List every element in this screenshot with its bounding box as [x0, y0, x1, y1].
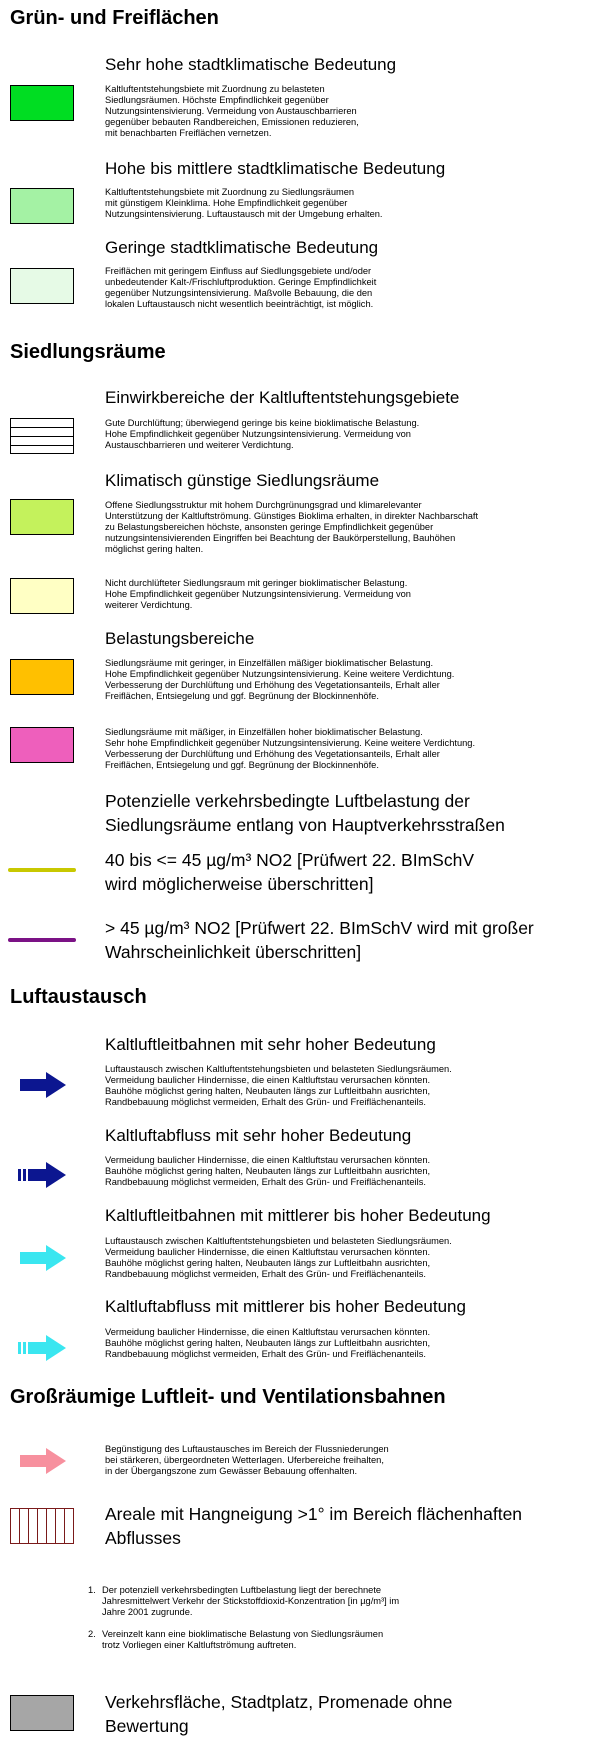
dashed-arrow-icon-dark-blue	[18, 1162, 66, 1188]
traffic-item1-line1: 40 bis <= 45 µg/m³ NO2 [Prüfwert 22. BImSchV	[105, 850, 474, 870]
legend-description: Nicht durchlüfteter Siedlungsraum mit geringer bioklimatischer Belastung. Hohe Empfindlichkeit gegenüber Nutzungsintensivierung. Vermeidung von weiterer Verdichtung.	[105, 578, 411, 610]
section-heading-luft: Luftaustausch	[10, 986, 147, 1008]
slope-title-line1: Areale mit Hangneigung >1° im Bereich flächenhaften	[105, 1504, 523, 1524]
traffic-line-yellow	[8, 868, 76, 872]
swatch-high-medium-importance	[10, 188, 74, 224]
legend-title: Einwirkbereiche der Kaltluftentstehungsgebiete	[105, 388, 460, 407]
swatch-stress-low	[10, 659, 74, 695]
legend-description: Begünstigung des Luftaustausches im Bereich der Flussniederungen bei stärkeren, übergeordneten Wetterlagen. Uferbereiche freihalten, in der Übergangszone zum Gewässer Bebauung offenhalten.	[105, 1444, 389, 1476]
legend-description: Gute Durchlüftung; überwiegend geringe bis keine bioklimatische Belastung. Hohe Empfindlichkeit gegenüber Nutzungsintensivierung. Vermeidung von Austauschbarrieren und weiterer Verdichtung.	[105, 418, 420, 450]
legend-title: Klimatisch günstige Siedlungsräume	[105, 471, 380, 490]
section-heading-gross: Großräumige Luftleit- und Ventilationsbahnen	[10, 1386, 446, 1408]
legend-title: Sehr hohe stadtklimatische Bedeutung	[105, 55, 397, 74]
footnote-text: Vereinzelt kann eine bioklimatische Belastung von Siedlungsräumen trotz Vorliegen einer Kaltluftströmung auftreten.	[102, 1629, 384, 1650]
traffic-heading-line2: Siedlungsräume entlang von Hauptverkehrsstraßen	[105, 815, 505, 835]
legend-title: Geringe stadtklimatische Bedeutung	[105, 238, 379, 257]
footnote-text: Der potenziell verkehrsbedingten Luftbelastung liegt der berechnete Jahresmittelwert Verkehr der Stickstoffdioxid-Konzentration [in µg/m³] im Jahre 2001 zugrunde.	[102, 1585, 400, 1617]
traffic-heading-line1: Potenzielle verkehrsbedingte Luftbelastung der	[105, 791, 470, 811]
arrow-icon-dark-blue	[20, 1072, 66, 1098]
legend-description: Vermeidung baulicher Hindernisse, die einen Kaltluftstau verursachen könnten. Bauhöhe möglichst gering halten, Neubauten längs zur Luftleitbahn ausrichten, Randbebauung möglichst vermeiden, Erhalt des Grün- und Freiflächenanteils.	[105, 1155, 431, 1187]
hatched-swatch-horizontal-lines	[10, 418, 74, 454]
legend-title: Kaltluftabfluss mit sehr hoher Bedeutung	[105, 1126, 412, 1145]
legend-description: Kaltluftentstehungsbiete mit Zuordnung zu Siedlungsräumen mit günstigem Kleinklima. Hohe Empfindlichkeit gegenüber Nutzungsintensivierung. Luftaustausch mit der Umgebung erhalten.	[105, 187, 383, 219]
legend-title: Belastungsbereiche	[105, 629, 255, 648]
legend-description: Offene Siedlungsstruktur mit hohem Durchgrünungsgrad und klimarelevanter Unterstützung der Kaltluftströmung. Günstiges Bioklima erhalten, in direkter Nachbarschaft zu Belastungsbereichen höchste, ansonsten geringe Empfindlichkeit gegenüber nutzungsintensivierenden Eingriffen bei Beachtung der Baukörperstellung, Bauhöhen möglichst gering halten.	[105, 500, 479, 554]
section-heading-gruen: Grün- und Freiflächen	[10, 7, 219, 29]
footnote	[88, 1629, 399, 1651]
legend-description: Vermeidung baulicher Hindernisse, die einen Kaltluftstau verursachen könnten. Bauhöhe möglichst gering halten, Neubauten längs zur Luftleitbahn ausrichten, Randbebauung möglichst vermeiden, Erhalt des Grün- und Freiflächenanteils.	[105, 1327, 431, 1359]
slope-title-line2: Abflusses	[105, 1528, 181, 1548]
swatch-very-high-importance	[10, 85, 74, 121]
footnote	[88, 1585, 399, 1618]
swatch-traffic-area	[10, 1695, 74, 1731]
traffic-line-purple	[8, 938, 76, 942]
legend-description: Siedlungsräume mit mäßiger, in Einzelfällen hoher bioklimatischer Belastung. Sehr hohe Empfindlichkeit gegenüber Nutzungsintensivierung. Keine weitere Verdichtung. Verbesserung der Durchlüftung und Erhöhung des Vegetationsanteils, Erhalt aller Freiflächen, Entsiegelung und ggf. Begrünung der Blockinnenhöfe.	[105, 727, 476, 770]
traffic-item2-line1: > 45 µg/m³ NO2 [Prüfwert 22. BImSchV wird mit großer	[105, 918, 534, 938]
dashed-arrow-icon-cyan	[18, 1335, 66, 1361]
section-heading-siedlung: Siedlungsräume	[10, 341, 166, 363]
legend-description: Kaltluftentstehungsbiete mit Zuordnung zu belasteten Siedlungsräumen. Höchste Empfindlichkeit gegenüber Nutzungsintensivierung. Vermeidung von Austauschbarrieren gegenüber bebauten Randbereichen, Emissionen reduzieren, mit benachbarten Freiflächen vernetzen.	[105, 84, 359, 138]
legend-description: Siedlungsräume mit geringer, in Einzelfällen mäßiger bioklimatischer Belastung. Hohe Empfindlichkeit gegenüber Nutzungsintensivierung. Keine weitere Verdichtung. Verbesserung der Durchlüftung und Erhöhung des Vegetationsanteils, Erhalt aller Freiflächen, Entsiegelung und ggf. Begrünung der Blockinnenhöfe.	[105, 658, 455, 701]
traffic-item2-line2: Wahrscheinlichkeit überschritten]	[105, 942, 362, 962]
swatch-favorable-settlement	[10, 499, 74, 535]
swatch-low-importance	[10, 268, 74, 304]
legend-description: Freiflächen mit geringem Einfluss auf Siedlungsgebiete und/oder unbedeutender Kalt-/Frischluftproduktion. Geringe Empfindlichkeit gegenüber Nutzungsintensivierung. Maßvolle Bebauung, die den lokalen Luftaustausch nicht wesentlich beeinträchtigt, ist möglich.	[105, 266, 377, 309]
traffic-item1-line2: wird möglicherweise überschritten]	[105, 874, 374, 894]
legend-title: Hohe bis mittlere stadtklimatische Bedeutung	[105, 159, 446, 178]
legend-description: Luftaustausch zwischen Kaltluftentstehungsbieten und belasteten Siedlungsräumen. Vermeidung baulicher Hindernisse, die einen Kaltluftstau verursachen könnten. Bauhöhe möglichst gering halten, Neubauten längs zur Luftleitbahn ausrichten, Randbebauung möglichst vermeiden, Erhalt des Grün- und Freiflächenanteils.	[105, 1064, 452, 1107]
footnote-number: 1.	[88, 1585, 96, 1595]
legend-title: Kaltluftabfluss mit mittlerer bis hoher Bedeutung	[105, 1297, 466, 1316]
traffic-area-title-line2: Bewertung	[105, 1716, 189, 1736]
footnotes-list	[88, 1585, 399, 1662]
legend-description: Luftaustausch zwischen Kaltluftentstehungsbieten und belasteten Siedlungsräumen. Vermeidung baulicher Hindernisse, die einen Kaltluftstau verursachen könnten. Bauhöhe möglichst gering halten, Neubauten längs zur Luftleitbahn ausrichten, Randbebauung möglichst vermeiden, Erhalt des Grün- und Freiflächenanteils.	[105, 1236, 452, 1279]
legend-title: Kaltluftleitbahnen mit mittlerer bis hoher Bedeutung	[105, 1206, 491, 1225]
footnote-number: 2.	[88, 1629, 96, 1639]
arrow-icon-cyan	[20, 1245, 66, 1271]
legend-title: Kaltluftleitbahnen mit sehr hoher Bedeutung	[105, 1035, 436, 1054]
swatch-not-ventilated-settlement	[10, 578, 74, 614]
traffic-area-title-line1: Verkehrsfläche, Stadtplatz, Promenade ohne	[105, 1692, 453, 1712]
hatched-swatch-vertical-lines	[10, 1508, 74, 1544]
swatch-stress-moderate	[10, 727, 74, 763]
arrow-icon-pink	[20, 1448, 66, 1474]
